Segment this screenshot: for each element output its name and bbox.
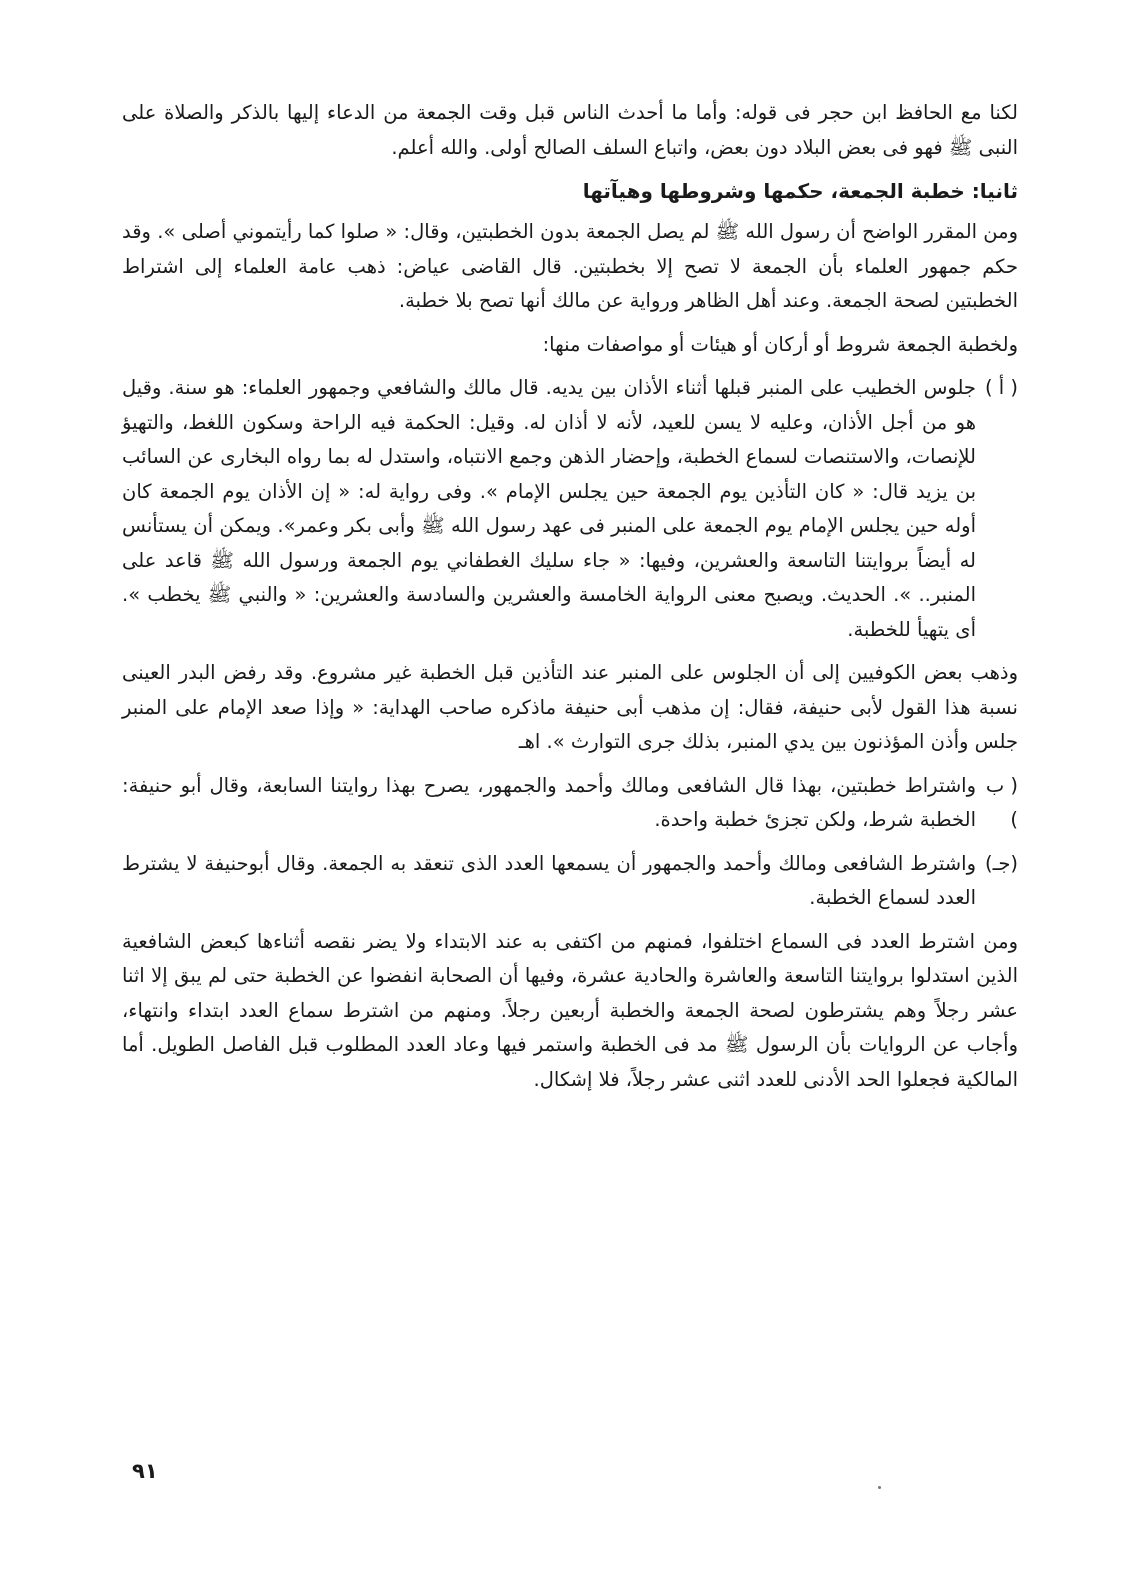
list-text-c: واشترط الشافعى ومالك وأحمد والجمهور أن يسمعها العدد الذى تنعقد به الجمعة. وقال أبوحنيفة لا يشترط العدد لسماع الخطبة. [122, 851, 976, 909]
intro-paragraph: لكنا مع الحافظ ابن حجر فى قوله: وأما ما أحدث الناس قبل وقت الجمعة من الدعاء إليها بالذكر والصلاة على النبى ﷺ فهو فى بعض البلاد دون بعض، واتباع السلف الصالح أولى. والله أعلم. [122, 101, 1018, 159]
paragraph-1: ومن المقرر الواضح أن رسول الله ﷺ لم يصل الجمعة بدون الخطبتين، وقال: « صلوا كما رأيتموني أصلى ». وقد حكم جمهور العلماء بأن الجمعة لا تصح إلا بخطبتين. قال القاضى عياض: ذهب عامة العلماء إلى اشتراط الخطبتين لصحة الجمعة. وعند أهل الظاهر ورواية عن مالك أنها تصح بلا خطبة. [122, 220, 1018, 312]
page-number: ٩١ [132, 1459, 158, 1483]
paragraph-2: ولخطبة الجمعة شروط أو أركان أو هيئات أو مواصفات منها: [542, 332, 1018, 356]
list-marker-a: ( أ ) [984, 376, 1018, 399]
paragraph-3: وذهب بعض الكوفيين إلى أن الجلوس على المنبر عند التأذين قبل الخطبة غير مشروع. وقد رفض البدر العينى نسبة هذا القول لأبى حنيفة، فقال: إن مذهب أبى حنيفة ماذكره صاحب الهداية: « وإذا صعد الإمام على المنبر جلس وأذن المؤذنون بين يدي المنبر، بذلك جرى التوارث ». اهـ [122, 661, 1018, 753]
list-text-a: جلوس الخطيب على المنبر قبلها أثناء الأذان بين يديه. قال مالك والشافعي وجمهور العلماء: هو سنة. وقيل هو من أجل الأذان، وعليه لا يسن للعيد، لأنه لا أذان له. وقيل: الحكمة فيه الراحة وسكون اللغط، والتهيؤ للإنصات، والاستنصات لسماع الخطبة، وإحضار الذهن وجمع الانتباه، واستدل له بما رواه البخارى عن السائب بن يزيد قال: « كان التأذين يوم الجمعة حين يجلس الإمام ». وفى رواية له: « إن الأذان يوم الجمعة كان أوله حين يجلس الإمام يوم الجمعة على المنبر فى عهد رسول الله ﷺ وأبى بكر وعمر». ويمكن أن يستأنس له أيضاً بروايتنا التاسعة والعشرين، وفيها: « جاء سليك الغطفاني يوم الجمعة ورسول الله ﷺ قاعد على المنبر.. ». الحديث. ويصبح معنى الرواية الخامسة والعشرين والسادسة والعشرين: « والنبي ﷺ يخطب ». أى يتهيأ للخطبة. [122, 376, 976, 641]
paragraph-4: ومن اشترط العدد فى السماع اختلفوا، فمنهم من اكتفى به عند الابتداء ولا يضر نقصه أثناءها كبعض الشافعية الذين استدلوا بروايتنا التاسعة والعاشرة والحادية عشرة، وفيها أن الصحابة انفضوا عن الخطبة حتى لم يبق إلا اثنا عشر رجلاً وهم يشترطون لصحة الجمعة والخطبة أربعين رجلاً. ومنهم من اشترط سماع العدد ابتداء وانتهاء، وأجاب عن الروايات بأن الرسول ﷺ مد فى الخطبة واستمر فيها وعاد العدد المطلوب قبل الفاصل الطويل. أما المالكية فجعلوا الحد الأدنى للعدد اثنى عشر رجلاً، فلا إشكال. [122, 929, 1018, 1091]
list-marker-b: ( ب ) [985, 773, 1018, 831]
list-marker-c: (جـ) [985, 851, 1018, 875]
list-text-b: واشتراط خطبتين، بهذا قال الشافعى ومالك وأحمد والجمهور، يصرح بهذا روايتنا السابعة، وقال أبو حنيفة: الخطبة شرط، ولكن تجزئ خطبة واحدة. [122, 773, 976, 831]
page-body [122, 96, 1018, 1106]
print-speck [878, 1486, 881, 1489]
list-item-c [122, 847, 1018, 916]
list-item-b [122, 769, 1018, 838]
section-heading: ثانيا: خطبة الجمعة، حكمها وشروطها وهيآتها [582, 179, 1018, 203]
list-item-a [122, 371, 1018, 647]
